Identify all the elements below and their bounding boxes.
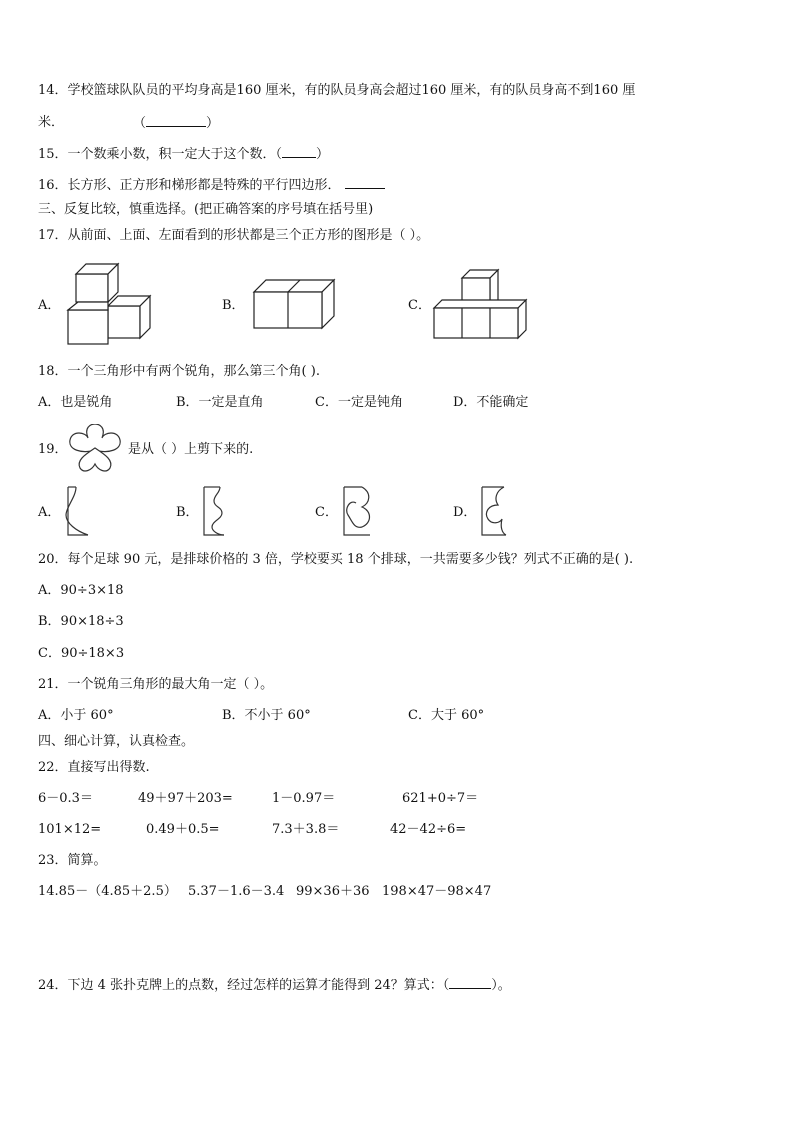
q24-line[interactable] [38,976,511,995]
q19-option-c-label[interactable]: C． [315,505,338,520]
q24-paren-close: ）。 [491,978,511,993]
q22-text: 22．直接写出得数. [38,760,150,775]
q22-r2-item4[interactable]: 42－42÷6= [390,822,467,837]
q17-option-c-label[interactable]: C． [408,298,431,313]
q22-r2-item2[interactable]: 0.49＋0.5= [146,822,220,837]
q19-option-a-label[interactable]: A． [38,505,61,520]
q19-option-d-label[interactable]: D． [453,505,477,520]
q18-text: 18．一个三角形中有两个锐角，那么第三个角( ). [38,364,320,379]
q21-text: 21．一个锐角三角形的最大角一定（ ）。 [38,677,274,692]
q15-blank[interactable] [282,145,316,158]
q18-option-c[interactable]: C．一定是钝角 [315,395,403,410]
q14-line1: 14．学校篮球队队员的平均身高是160 厘米，有的队员身高会超过160 厘米，有的队员身高不到160 厘 [38,83,636,98]
q19-text: 是从（ ）上剪下来的. [128,442,254,457]
q18-option-b[interactable]: B．一定是直角 [176,395,264,410]
q20-option-a[interactable]: A．90÷3×18 [38,583,124,598]
q22-r1-item4[interactable]: 621+0÷7＝ [402,791,479,806]
q22-r1-item3[interactable]: 1－0.97＝ [272,791,336,806]
q23-text: 23．简算。 [38,853,107,868]
section-four-heading: 四、细心计算，认真检查。 [38,734,195,749]
q14-line2: 米． [38,115,65,130]
q18-option-d[interactable]: D．不能确定 [453,395,529,410]
q24-blank[interactable] [449,976,491,989]
q20-text: 20．每个足球 90 元，是排球价格的 3 倍，学校要买 18 个排球，一共需要多少钱？列式不正确的是( ). [38,552,634,567]
q19-option-d-paper[interactable] [476,485,510,537]
q17-option-b-label[interactable]: B． [222,298,245,313]
q14-paren-open: （ [133,116,147,131]
q14-answer[interactable] [133,114,219,133]
q22-r1-item1[interactable]: 6－0.3＝ [38,791,93,806]
q14-blank[interactable] [146,114,206,127]
q16-blank[interactable] [345,176,385,189]
q17-option-b-cubes[interactable] [250,276,340,332]
q17-option-a-cubes[interactable] [64,260,154,346]
q23-item4[interactable]: 198×47－98×47 [382,884,492,899]
q19-option-c-paper[interactable] [340,485,374,537]
q22-r2-item3[interactable]: 7.3＋3.8＝ [272,822,340,837]
q17-option-a-label[interactable]: A． [38,298,61,313]
q23-item3[interactable]: 99×36＋36 [296,884,370,899]
q15-line[interactable] [38,145,329,164]
q21-option-c[interactable]: C．大于 60° [408,708,485,723]
q19-option-b-label[interactable]: B． [176,505,199,520]
q21-option-a[interactable]: A．小于 60° [38,708,114,723]
q18-option-a[interactable]: A．也是锐角 [38,395,113,410]
q19-option-a-paper[interactable] [62,485,92,537]
q19-option-b-paper[interactable] [198,485,228,537]
q17-text: 17．从前面、上面、左面看到的形状都是三个正方形的图形是（ ）。 [38,228,430,243]
q24-text: 24．下边 4 张扑克牌上的点数，经过怎样的运算才能得到 24？算式：（ [38,978,450,993]
q23-item1[interactable]: 14.85－（4.85＋2.5） [38,884,177,899]
q20-option-c[interactable]: C．90÷18×3 [38,646,125,661]
q21-option-b[interactable]: B．不小于 60° [222,708,311,723]
q15-text: 15．一个数乘小数，积一定大于这个数．（ [38,147,283,162]
q20-option-b[interactable]: B．90×18÷3 [38,614,124,629]
q16-text: 16．长方形、正方形和梯形都是特殊的平行四边形． [38,178,341,193]
q17-option-c-cubes[interactable] [430,268,530,342]
q15-paren-close: ） [316,147,330,162]
q16-line[interactable] [38,176,385,195]
q22-r2-item1[interactable]: 101×12= [38,822,102,837]
q19-clover-shape [66,424,124,474]
q23-item2[interactable]: 5.37－1.6－3.4 [188,884,285,899]
q19-number: 19． [38,442,68,457]
q14-paren-close: ） [206,116,220,131]
section-three-heading: 三、反复比较，慎重选择。(把正确答案的序号填在括号里) [38,202,374,217]
q22-r1-item2[interactable]: 49＋97＋203= [138,791,233,806]
